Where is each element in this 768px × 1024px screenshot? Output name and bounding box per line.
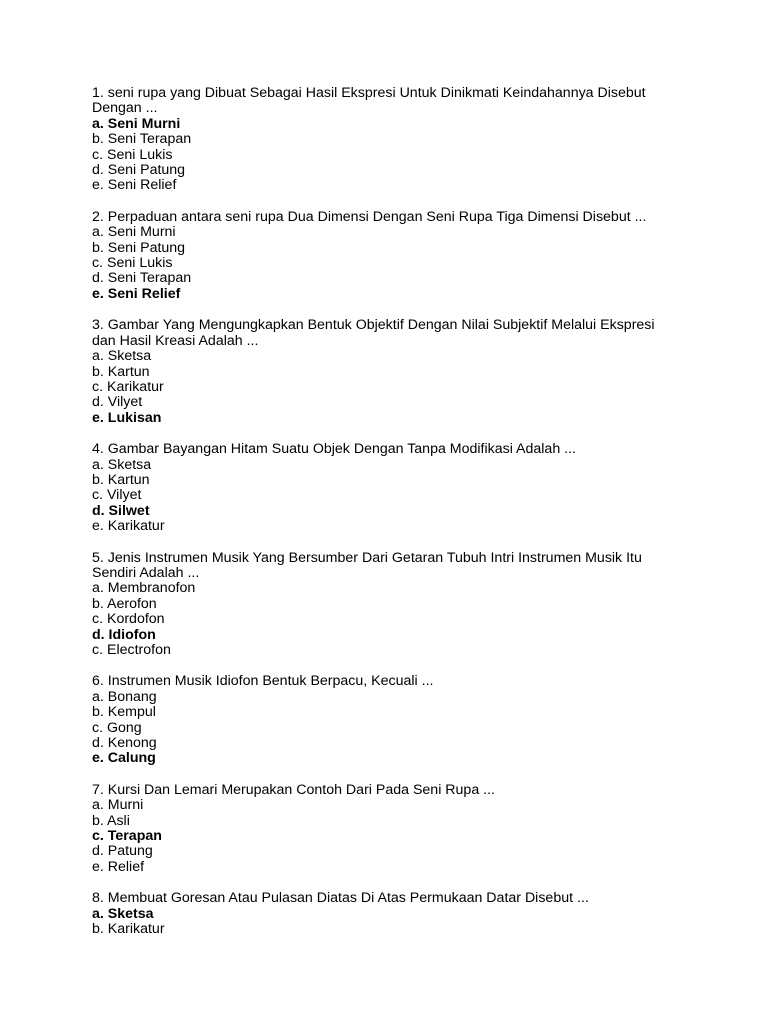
option-b: b. Kempul <box>92 704 156 721</box>
question-4 <box>92 442 712 534</box>
option-d: d. Vilyet <box>92 394 143 411</box>
question-line: Sendiri Adalah ... <box>92 564 200 581</box>
option-c: c. Vilyet <box>92 487 142 504</box>
question-line: 8. Membuat Goresan Atau Pulasan Diatas Di Atas Permukaan Datar Disebut ... <box>92 890 589 907</box>
option-c: c. Kordofon <box>92 611 165 628</box>
question-text <box>92 783 712 798</box>
question-1 <box>92 86 712 194</box>
question-line: 7. Kursi Dan Lemari Merupakan Contoh Dari Pada Seni Rupa ... <box>92 781 495 798</box>
option-c: c. Seni Lukis <box>92 146 173 163</box>
option-a: a. Membranofon <box>92 580 196 597</box>
question-line: 4. Gambar Bayangan Hitam Suatu Objek Dengan Tanpa Modifikasi Adalah ... <box>92 441 576 458</box>
option-a: a. Murni <box>92 797 144 814</box>
option-b: b. Kartun <box>92 471 150 488</box>
question-text <box>92 318 712 349</box>
option-e: e. Seni Relief <box>92 177 177 194</box>
option-d-correct: d. Silwet <box>92 502 150 519</box>
question-7 <box>92 783 712 875</box>
option-c: c. Gong <box>92 719 142 736</box>
option-b: b. Seni Patung <box>92 239 186 256</box>
question-line: 6. Instrumen Musik Idiofon Bentuk Berpacu, Kecuali ... <box>92 673 434 690</box>
question-line: dan Hasil Kreasi Adalah ... <box>92 332 259 349</box>
question-line: 2. Perpaduan antara seni rupa Dua Dimensi Dengan Seni Rupa Tiga Dimensi Disebut ... <box>92 208 647 225</box>
option-c: c. Karikatur <box>92 378 164 395</box>
question-text <box>92 442 712 457</box>
option-c: c. Seni Lukis <box>92 255 173 272</box>
option-e: e. Karikatur <box>92 518 165 535</box>
question-3 <box>92 318 712 426</box>
question-line: 3. Gambar Yang Mengungkapkan Bentuk Objektif Dengan Nilai Subjektif Melalui Ekspresi <box>92 317 655 334</box>
option-e: c. Electrofon <box>92 642 171 658</box>
option-d: d. Seni Terapan <box>92 270 192 287</box>
question-line: 1. seni rupa yang Dibuat Sebagai Hasil Ekspresi Untuk Dinikmati Keindahannya Disebut <box>92 85 646 101</box>
option-b: b. Aerofon <box>92 595 157 612</box>
option-e-correct: e. Calung <box>92 750 156 767</box>
option-e-correct: e. Lukisan <box>92 409 162 426</box>
question-line: Dengan ... <box>92 100 158 117</box>
option-d: d. Seni Patung <box>92 162 186 179</box>
option-a: a. Sketsa <box>92 348 152 365</box>
option-b: b. Seni Terapan <box>92 131 192 148</box>
option-b: b. Kartun <box>92 363 150 380</box>
option-a-correct: a. Sketsa <box>92 905 154 922</box>
question-5 <box>92 551 712 659</box>
question-text <box>92 86 712 117</box>
question-8 <box>92 891 712 937</box>
option-d-correct: d. Idiofon <box>92 626 156 643</box>
option-c-correct: c. Terapan <box>92 828 162 845</box>
question-line: 5. Jenis Instrumen Musik Yang Bersumber Dari Getaran Tubuh Intri Instrumen Musik Itu <box>92 549 642 566</box>
option-a-correct: a. Seni Murni <box>92 115 181 132</box>
question-text <box>92 210 712 225</box>
option-a: a. Bonang <box>92 688 157 705</box>
option-e-correct: e. Seni Relief <box>92 285 181 302</box>
option-d: d. Kenong <box>92 735 157 752</box>
option-a: a. Seni Murni <box>92 224 176 241</box>
question-text <box>92 674 712 689</box>
option-d: d. Patung <box>92 843 153 860</box>
option-e: e. Relief <box>92 858 145 875</box>
option-a: a. Sketsa <box>92 456 152 473</box>
document-page <box>92 86 712 954</box>
question-6 <box>92 674 712 766</box>
option-b: b. Karikatur <box>92 921 165 938</box>
question-text <box>92 891 712 906</box>
option-b: b. Asli <box>92 812 130 829</box>
question-2 <box>92 210 712 302</box>
question-text <box>92 551 712 582</box>
